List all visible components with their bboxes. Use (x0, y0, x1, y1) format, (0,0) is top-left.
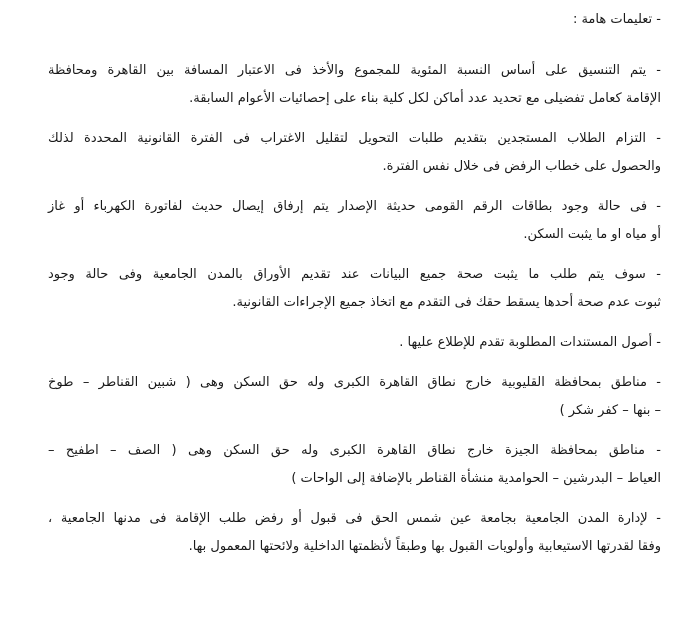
instruction-line: - لإدارة المدن الجامعية بجامعة عين شمس الحق فى قبول أو رفض طلب الإقامة فى مدنها الجامعية ، (48, 511, 661, 526)
instruction-item (48, 125, 661, 181)
instruction-line: وفقا لقدرتها الاستيعابية وأولويات القبول بها وطبقاً لأنظمتها الداخلية ولائحتها المعمول بها. (188, 539, 661, 554)
instruction-item (48, 261, 661, 317)
instruction-line: العياط – البدرشين – الحوامدية منشأة القناطر بالإضافة إلى الواحات ) (291, 471, 661, 486)
instructions-list (48, 57, 661, 561)
instruction-line: – بنها – كفر شكر ) (559, 403, 661, 418)
instruction-line: أو مياه او ما يثبت السكن. (523, 227, 661, 242)
instructions-heading (48, 6, 661, 34)
instruction-item (48, 505, 661, 561)
heading-text: - تعليمات هامة : (572, 12, 661, 27)
instruction-item (48, 329, 661, 357)
instruction-item (48, 437, 661, 493)
instruction-item (48, 193, 661, 249)
instruction-line: - فى حالة وجود بطاقات الرقم القومى حديثة الإصدار يتم إرفاق إيصال حديث لفاتورة الكهرباء أو غاز (48, 199, 661, 214)
instruction-line: - سوف يتم طلب ما يثبت صحة جميع البيانات عند تقديم الأوراق بالمدن الجامعية وفى حالة وجود (48, 267, 661, 282)
instruction-line: - يتم التنسيق على أساس النسبة المئوية للمجموع والأخذ فى الاعتبار المسافة بين القاهرة ومحافظة (48, 63, 661, 78)
instruction-line: - أصول المستندات المطلوبة تقدم للإطلاع عليها . (399, 335, 661, 350)
instruction-line: - مناطق بمحافظة القليوبية خارج نطاق القاهرة الكبرى وله حق السكن وهى ( شبين القناطر – طوخ (48, 375, 661, 390)
instruction-item (48, 57, 661, 113)
instruction-line: - التزام الطلاب المستجدين بتقديم طلبات التحويل لتقليل الاغتراب فى الفترة القانونية المحددة لذلك (48, 131, 661, 146)
instruction-line: والحصول على خطاب الرفض فى خلال نفس الفترة. (382, 159, 661, 174)
instruction-line: - مناطق بمحافظة الجيزة خارج نطاق القاهرة الكبرى وله حق السكن وهى ( الصف – اطفيح – (48, 443, 661, 458)
instructions-document (48, 6, 661, 573)
instruction-line: الإقامة كعامل تفضيلى مع تحديد عدد أماكن لكل كلية بناء على إحصائيات الأعوام السابقة. (189, 91, 661, 106)
instruction-item (48, 369, 661, 425)
instruction-line: ثبوت عدم صحة أحدها يسقط حقك فى التقدم مع اتخاذ جميع الإجراءات القانونية. (232, 295, 661, 310)
